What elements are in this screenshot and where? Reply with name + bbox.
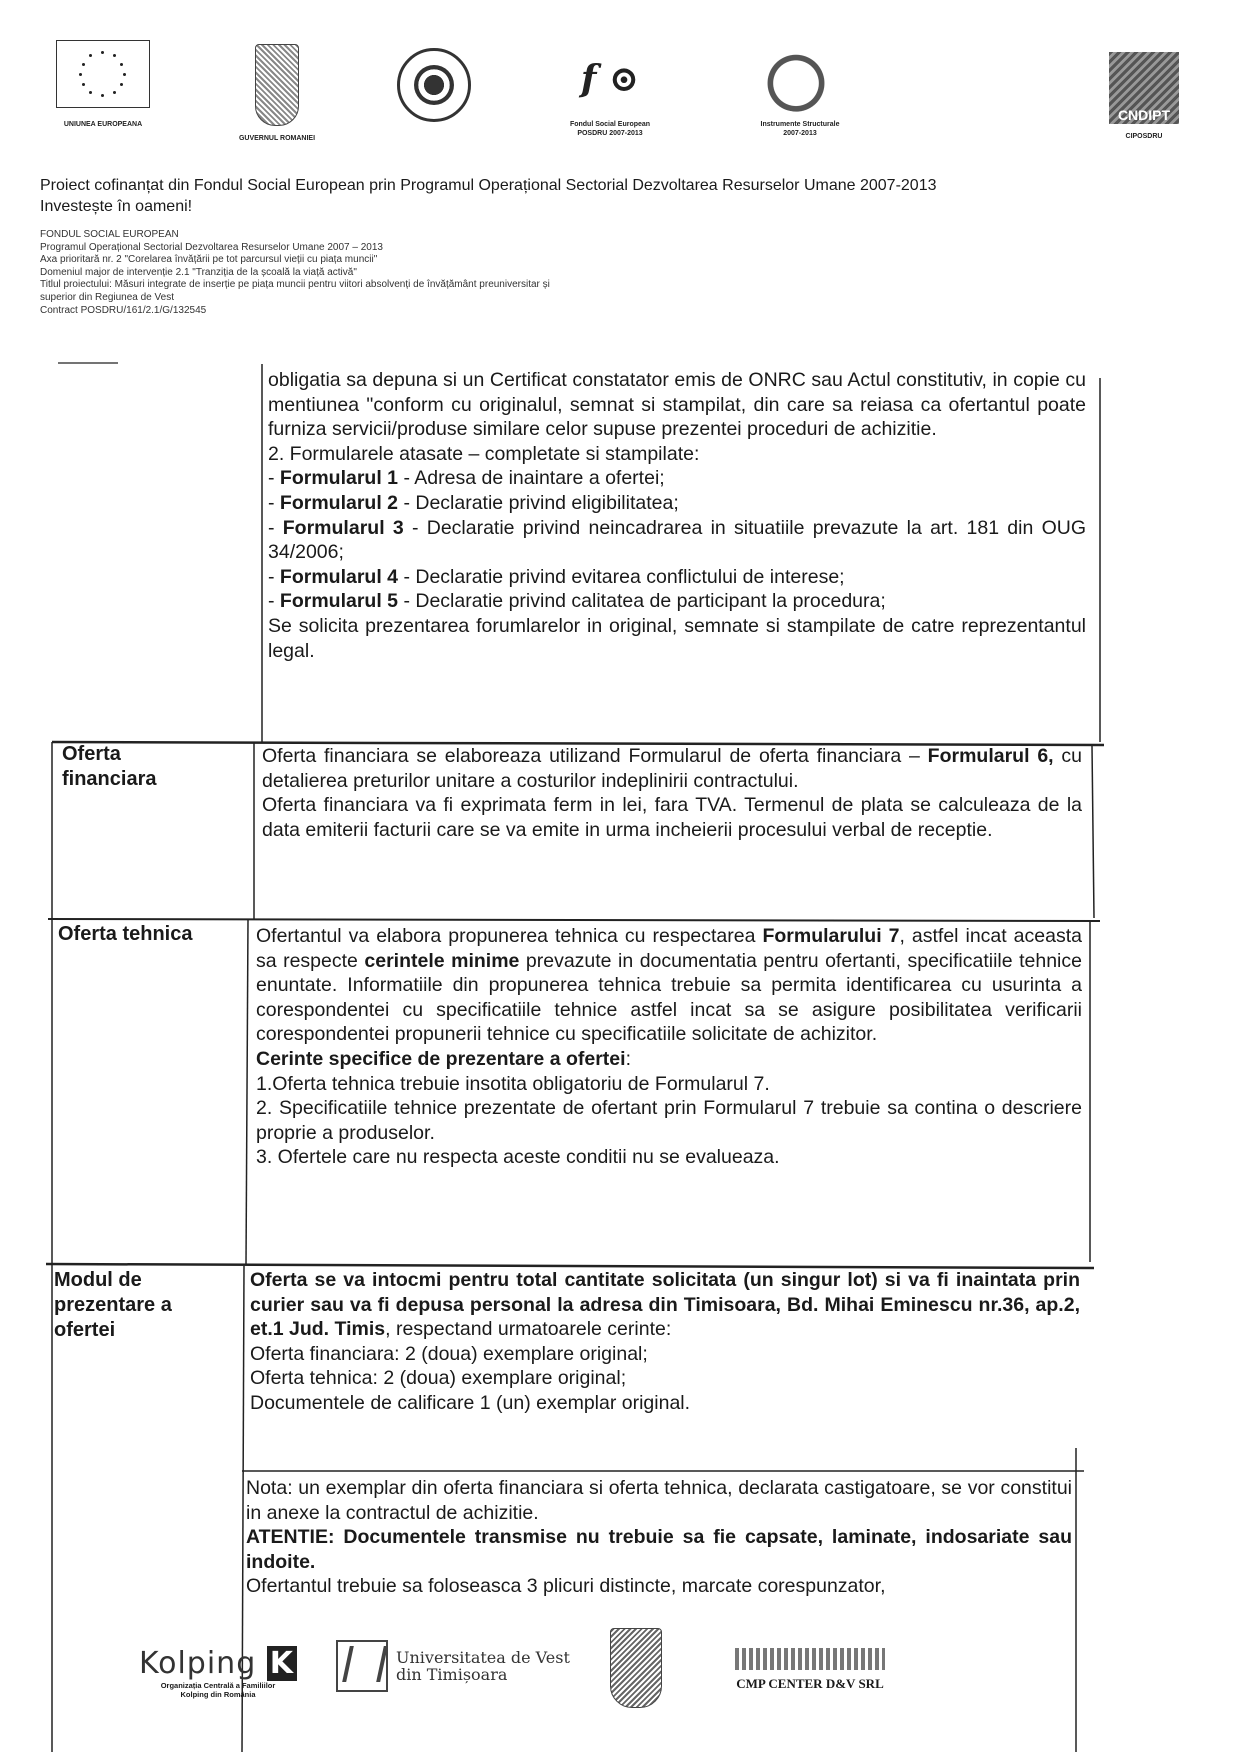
eligibility-documents-cell	[268, 368, 1086, 663]
technical-text-1: Ofertantul va elabora propunerea tehnica cu respectarea	[256, 925, 763, 947]
original-forms-note: Se solicita prezentarea forumlarelor in original, semnate si stampilate de catre reprezentantul legal.	[268, 614, 1086, 662]
form-5-text: - Declaratie privind calitatea de participant la procedura;	[398, 590, 886, 613]
certificate-text: obligatia sa depuna si un Certificat constatator emis de ONRC sau Actul constitutiv, in copie cu mentiunea "conform cu originalul, semnat si stampilat, din care sa reiasa ca ofertantul poate furniza servicii/produse similare celor supuse prezentei proceduri de achizitie.	[268, 369, 1086, 441]
technical-offer-label: Oferta tehnica	[58, 923, 193, 945]
kolping-sub-2: Kolping din România	[180, 1690, 256, 1699]
fse-caption-2: POSDRU 2007-2013	[577, 130, 643, 137]
form-item: - Formularul 1 - Adresa de inaintare a ofertei;	[268, 467, 665, 490]
form-6-label: Formularul 6,	[927, 745, 1054, 767]
form-1-text: - Adresa de inaintare a ofertei;	[398, 467, 665, 490]
seal-logo	[396, 48, 472, 122]
project-funding-line: Proiect cofinanțat din Fondul Social European prin Programul Operațional Sectorial Dezvoltarea Resurselor Umane 2007-2013	[40, 177, 937, 194]
presentation-mode-label	[54, 1268, 172, 1343]
round-seal-icon	[397, 48, 471, 122]
forms-intro: 2. Formularele atasate – completate si stampilate:	[268, 442, 700, 465]
form-4-text: - Declaratie privind evitarea conflictului de interese;	[398, 565, 845, 588]
financial-offer-label	[62, 742, 156, 792]
financial-offer-cell	[262, 744, 1082, 842]
structural-instruments-logo	[740, 48, 860, 138]
technical-text-mid: , astfel incat aceasta sa respecte	[256, 925, 1082, 972]
kolping-k-icon: K	[267, 1646, 297, 1681]
fse-caption-1: Fondul Social European	[569, 121, 651, 128]
uvt-mark-icon	[336, 1640, 388, 1692]
kolping-name: Kolping	[138, 1646, 257, 1681]
copies-item: Oferta financiara: 2 (doua) exemplare original;	[250, 1342, 648, 1365]
note-text: Nota: un exemplar din oferta financiara si oferta tehnica, declarata castigatoare, se vor constitui in anexe la contractul de achizitie.	[246, 1477, 1072, 1524]
form-4-label: Formularul 4	[279, 565, 399, 588]
cndipt-mark-icon: CNDIPT	[1109, 52, 1179, 124]
is-caption-2: 2007-2013	[783, 130, 817, 137]
detail-line: FONDUL SOCIAL EUROPEAN	[40, 229, 179, 240]
presentation-mode-cell	[250, 1268, 1080, 1416]
eu-logo	[48, 40, 158, 129]
detail-line: Programul Operațional Sectorial Dezvoltarea Resurselor Umane 2007 – 2013	[40, 241, 383, 253]
cmp-logo	[720, 1648, 900, 1692]
financial-text-2: Oferta financiara va fi exprimata ferm in lei, fara TVA. Termenul de plata se calculeaza de la data emiterii facturii care se va emite in urma incheierii procesului verbal de receptie.	[262, 794, 1082, 841]
envelopes-text: Ofertantul trebuie sa foloseasca 3 plicuri distincte, marcate corespunzator,	[246, 1575, 886, 1598]
cmp-mark-icon	[735, 1648, 885, 1670]
form-2-label: Formularul 2	[279, 491, 399, 514]
financial-text-1-end: cu detalierea preturilor unitare a costurilor indeplinirii contractului.	[262, 745, 1082, 792]
uvt-name-1: Universitatea de Vest	[396, 1648, 570, 1667]
form-2-text: - Declaratie privind eligibilitatea;	[398, 491, 679, 514]
minimum-requirements: cerintele minime	[364, 949, 520, 972]
kolping-logo	[118, 1646, 318, 1699]
form-item: - Formularul 4 - Declaratie privind evitarea conflictului de interese;	[268, 565, 845, 588]
requirement-item: 3. Ofertele care nu respecta aceste conditii nu se evalueaza.	[256, 1146, 780, 1169]
label-line: Modul de	[54, 1269, 142, 1291]
form-item: - Formularul 2 - Declaratie privind eligibilitatea;	[268, 491, 679, 514]
fse-mark-icon: f ⊙	[580, 58, 640, 100]
detail-line: Titlul proiectului: Măsuri integrate de inserție pe piața muncii pentru viitori absolvenți de învățământ preuniversitar și	[40, 279, 550, 291]
specific-requirements-heading: Cerinte specifice de prezentare a ofertei	[256, 1047, 626, 1070]
detail-line: Domeniul major de intervenție 2.1 "Tranziția de la școală la viață activă"	[40, 266, 357, 278]
note-cell	[246, 1476, 1072, 1599]
attention-text: ATENTIE: Documentele transmise nu trebuie sa fie capsate, laminate, indosariate sau indoite.	[246, 1526, 1072, 1573]
copies-item: Documentele de calificare 1 (un) exemplar original.	[250, 1391, 691, 1414]
form-7-label: Formularului 7	[762, 925, 900, 947]
stars-swirl-icon	[760, 48, 840, 112]
uvt-name-2: din Timișoara	[396, 1665, 508, 1684]
form-3-text: - Declaratie privind neincadrarea in situatiile prevazute la art. 181 din OUG 34/2006;	[268, 516, 1086, 564]
is-caption-1: Instrumente Structurale	[760, 121, 840, 128]
requirement-item: 1.Oferta tehnica trebuie insotita obligatoriu de Formularul 7.	[256, 1072, 770, 1095]
eu-caption: UNIUNEA EUROPEANA	[63, 121, 143, 128]
uvt-logo	[336, 1640, 576, 1692]
kolping-sub-1: Organizația Centrală a Familiilor	[160, 1681, 276, 1690]
label-line: ofertei	[54, 1319, 116, 1341]
submission-address: Oferta se va intocmi pentru total cantitate solicitata (un singur lot) si va fi inaintata prin curier sau va fi depusa personal la adresa din Timisoara, Bd. Mihai Eminescu nr.36, ap.2, et.1 Jud. Timis	[250, 1269, 1080, 1341]
technical-text-end: prevazute in documentatia pentru ofertanti, specificatiile tehnice enuntate. Informatiile din propunerea tehnica trebuie sa permita identificarea cu usurinta a corespondentei cu specificatiile tehnice astfel incat sa se asigure posibilitatea verificarii corespondentei propunerii tehnice cu specificatiile solicitate de achizitor.	[256, 949, 1082, 1046]
coat-of-arms-icon	[255, 44, 299, 126]
project-details	[40, 229, 800, 317]
fse-logo	[540, 48, 680, 138]
submission-text-end: , respectand urmatoarele cerinte:	[385, 1318, 672, 1341]
form-5-label: Formularul 5	[279, 590, 399, 613]
form-1-label: Formularul 1	[279, 467, 399, 490]
cndipt-caption: CIPOSDRU	[1125, 133, 1163, 140]
slogan-line: Investește în oameni!	[40, 198, 193, 215]
detail-line: Contract POSDRU/161/2.1/G/132545	[40, 304, 207, 316]
form-item: - Formularul 5 - Declaratie privind calitatea de participant la procedura;	[268, 590, 886, 613]
form-item: - Formularul 3 - Declaratie privind neincadrarea in situatiile prevazute la art. 181 din OUG 34/2006;	[268, 516, 1086, 564]
cmp-name: CMP CENTER D&V SRL	[736, 1676, 884, 1691]
label-line: financiara	[62, 768, 157, 790]
city-crest-icon	[610, 1628, 662, 1708]
detail-line: Axa prioritară nr. 2 "Corelarea învățării pe tot parcursul vieții cu piața muncii"	[40, 254, 378, 266]
government-caption: GUVERNUL ROMANIEI	[238, 135, 316, 142]
label-line: prezentare a	[54, 1294, 172, 1316]
detail-line: superior din Regiunea de Vest	[40, 291, 174, 303]
label-line: Oferta	[62, 743, 121, 765]
heading-colon: :	[625, 1047, 631, 1070]
eu-flag-icon	[56, 40, 150, 108]
copies-item: Oferta tehnica: 2 (doua) exemplare original;	[250, 1367, 627, 1390]
financial-text-1: Oferta financiara se elaboreaza utilizand Formularul de oferta financiara –	[262, 745, 928, 767]
government-logo	[222, 44, 332, 143]
requirement-item: 2. Specificatiile tehnice prezentate de ofertant prin Formularul 7 trebuie sa contina o descriere proprie a produselor.	[256, 1097, 1082, 1144]
form-3-label: Formularul 3	[282, 516, 404, 539]
cndipt-logo	[1104, 52, 1184, 141]
technical-offer-cell	[256, 924, 1082, 1170]
